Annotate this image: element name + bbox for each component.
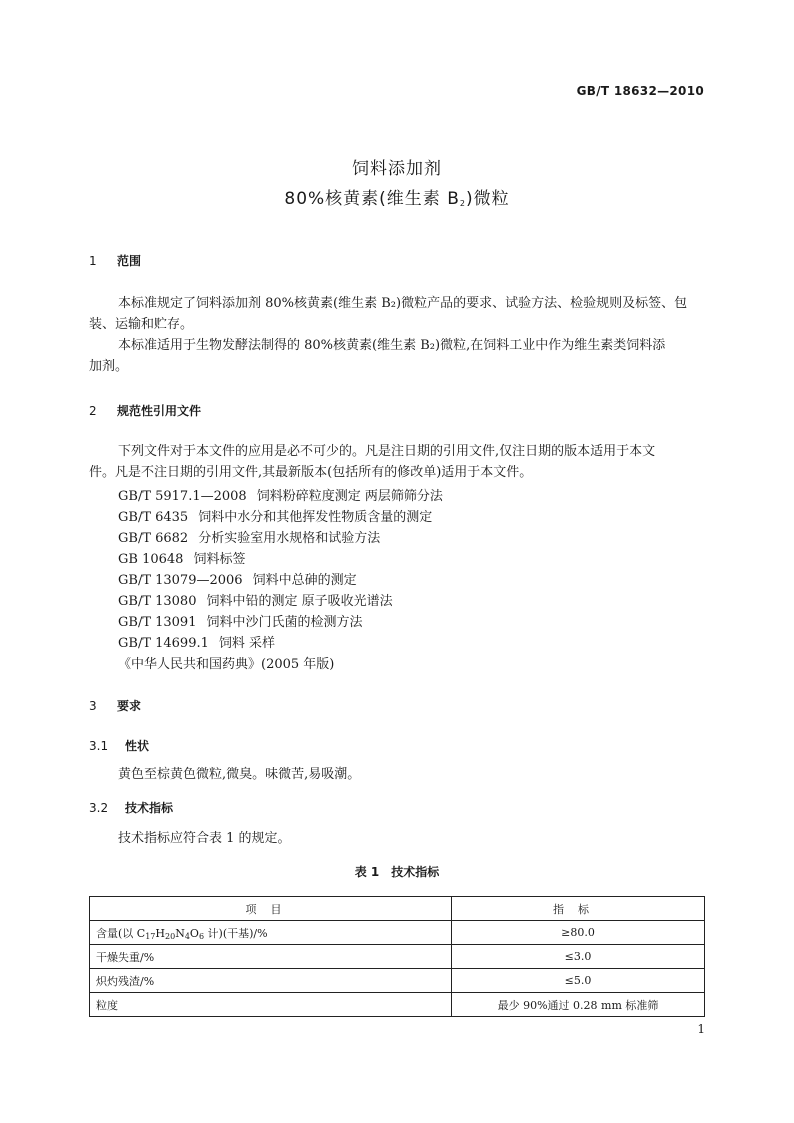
formula-subscript: 4: [184, 931, 190, 941]
table-cell-item: 干燥失重/%: [90, 945, 452, 969]
section-number: 3.2: [89, 801, 109, 815]
section-title: 范围: [117, 254, 142, 268]
section-2-heading: [89, 402, 201, 419]
title-line2-prefix: 80%核黄素(维生素 B: [284, 189, 460, 209]
section-number: 3.1: [89, 739, 109, 753]
reference-code: GB/T 6682: [118, 531, 189, 546]
table-cell-value: ≥80.0: [452, 921, 705, 945]
reference-item: [118, 653, 334, 672]
reference-item: [118, 632, 275, 651]
document-title-line1: 饲料添加剂: [352, 159, 442, 179]
table-caption-title: 技术指标: [391, 865, 440, 879]
table-cell-value: 最少 90%通过 0.28 mm 标准筛: [452, 993, 705, 1017]
scope-p1-line1: 本标准规定了饲料添加剂 80%核黄素(维生素 B₂)微粒产品的要求、试验方法、检验规则及标签、包: [118, 296, 688, 311]
document-title-line2: [0, 184, 794, 209]
formula-subscript: 6: [198, 931, 205, 941]
reference-code: GB/T 13079—2006: [118, 573, 243, 588]
reference-item: [118, 569, 357, 588]
section-number: 2: [89, 404, 97, 418]
table-cell-item: 炽灼残渣/%: [90, 969, 452, 993]
title-line2-subscript: 2: [459, 199, 466, 208]
section-title: 要求: [117, 699, 142, 713]
section-title: 规范性引用文件: [117, 404, 202, 418]
reference-title: 饲料 采样: [218, 636, 276, 651]
section-number: 3: [89, 699, 97, 713]
table-cell-item: 粒度: [90, 993, 452, 1017]
column-header-value: 指标: [452, 897, 705, 921]
table-row: [90, 921, 705, 945]
table-row: [90, 969, 705, 993]
reference-item: [118, 611, 363, 630]
standard-code: GB/T 18632—2010: [576, 84, 704, 98]
formula-subscript: 17: [145, 931, 156, 941]
reference-code: GB/T 13091: [118, 615, 197, 630]
section-3-2-heading: [89, 799, 173, 816]
table-caption: [0, 863, 794, 880]
formula-subscript: 20: [165, 931, 176, 941]
table-cell-item: [90, 921, 452, 945]
reference-item: [118, 590, 393, 609]
reference-item: [118, 485, 443, 504]
column-header-item: 项目: [90, 897, 452, 921]
formula-element: N: [175, 926, 185, 940]
normative-intro-line2: 件。凡是不注日期的引用文件,其最新版本(包括所有的修改单)适用于本文件。: [89, 465, 533, 480]
page-number: 1: [697, 1022, 705, 1036]
scope-p1-line2: 装、运输和贮存。: [89, 317, 194, 332]
section-3-1-heading: [89, 737, 149, 754]
formula-prefix: 含量(以 C: [96, 926, 146, 940]
reference-title: 饲料中铅的测定 原子吸收光谱法: [206, 594, 393, 609]
section-title: 技术指标: [125, 801, 174, 815]
reference-item: [118, 506, 432, 525]
scope-p2-line1: 本标准适用于生物发酵法制得的 80%核黄素(维生素 B₂)微粒,在饲料工业中作为维生素类饲料添: [118, 338, 666, 353]
formula-element: O: [189, 926, 199, 940]
reference-code: 《中华人民共和国药典》(2005 年版): [118, 657, 335, 672]
reference-title: 饲料粉碎粒度测定 两层筛筛分法: [256, 489, 443, 504]
reference-code: GB/T 5917.1—2008: [118, 489, 247, 504]
scope-p2-line2: 加剂。: [89, 359, 129, 374]
formula-suffix: 计)(干基)/%: [204, 926, 268, 940]
formula-element: H: [155, 926, 165, 940]
table-header-row: [90, 897, 705, 921]
table-cell-value: ≤5.0: [452, 969, 705, 993]
technical-index-table: [89, 896, 705, 1017]
title-line2-suffix: )微粒: [465, 189, 510, 209]
table-row: [90, 945, 705, 969]
table-caption-label: 表 1: [354, 865, 380, 879]
reference-item: [118, 527, 380, 546]
reference-item: [118, 548, 245, 567]
section-title: 性状: [125, 739, 150, 753]
reference-title: 饲料中沙门氏菌的检测方法: [206, 615, 363, 630]
reference-code: GB/T 14699.1: [118, 636, 209, 651]
section-number: 1: [89, 254, 97, 268]
section-1-heading: [89, 252, 141, 269]
reference-code: GB 10648: [118, 552, 184, 567]
reference-title: 分析实验室用水规格和试验方法: [198, 531, 381, 546]
normative-intro-line1: 下列文件对于本文件的应用是必不可少的。凡是注日期的引用文件,仅注日期的版本适用于本文: [118, 444, 656, 459]
reference-code: GB/T 6435: [118, 510, 189, 525]
reference-code: GB/T 13080: [118, 594, 197, 609]
reference-title: 饲料标签: [193, 552, 246, 567]
table-cell-value: ≤3.0: [452, 945, 705, 969]
section-3-heading: [89, 697, 141, 714]
table-row: [90, 993, 705, 1017]
reference-title: 饲料中水分和其他挥发性物质含量的测定: [198, 510, 433, 525]
appearance-text: 黄色至棕黄色微粒,微臭。味微苦,易吸潮。: [118, 767, 361, 782]
reference-title: 饲料中总砷的测定: [252, 573, 357, 588]
spec-intro-text: 技术指标应符合表 1 的规定。: [118, 831, 291, 846]
